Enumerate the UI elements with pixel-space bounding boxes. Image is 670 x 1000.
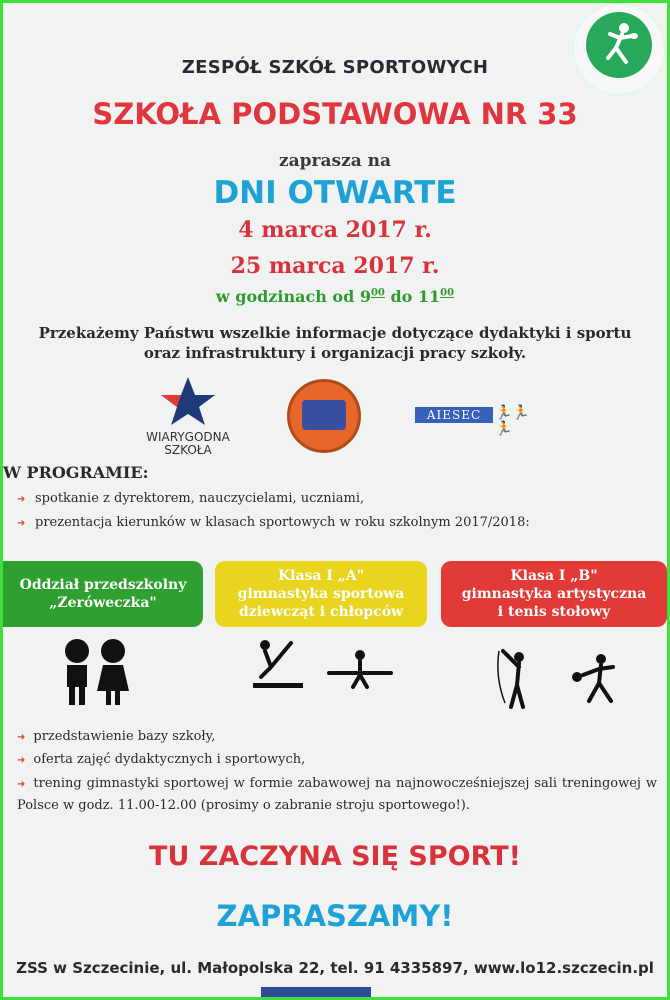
box-class-b-line-2: gimnastyka artystyczna: [461, 586, 647, 602]
footer-logo-strip: [261, 987, 371, 997]
children-icon: [53, 635, 139, 707]
footer-contact: ZSS w Szczecinie, ul. Małopolska 22, tel. 91 4335897, www.lo12.szczecin.pl: [16, 959, 654, 977]
program-item-2: [17, 515, 530, 530]
logo-text-line-1: WIARYGODNA: [146, 430, 230, 444]
star-logo-icon: [158, 375, 218, 427]
program-item-1: [17, 491, 364, 506]
info-line-1: Przekażemy Państwu wszelkie informacje dotyczące dydaktyki i sportu: [38, 324, 632, 342]
program2-item-2: [17, 752, 305, 767]
box-class-b-line-3: i tenis stołowy: [497, 604, 611, 620]
box-preschool: [3, 561, 203, 627]
arrow-bullet-icon: ➜: [17, 494, 26, 505]
aiesec-label: AIESEC: [415, 407, 493, 423]
box-class-b-line-1: Klasa I „B": [510, 568, 598, 584]
gymnast-beam-icon: [251, 633, 309, 693]
school-title: SZKOŁA PODSTAWOWA NR 33: [92, 97, 578, 131]
logo-text-line-2: SZKOŁA: [164, 443, 212, 457]
info-line-2: oraz infrastruktury i organizacji pracy szkoły.: [143, 344, 527, 362]
info-paragraph: [3, 323, 667, 363]
logo-building-icon: [302, 400, 346, 430]
hours-mid: do 11: [384, 287, 441, 306]
hours-sup-start: 00: [370, 287, 385, 299]
box-class-a-line-3: dziewcząt i chłopców: [238, 604, 404, 620]
hours-text: [3, 287, 667, 306]
gymnast-split-icon: [325, 647, 395, 693]
club-badge: [573, 3, 665, 95]
wiarygodna-szkola-logo: [133, 375, 243, 457]
box-preschool-line-2: „Zeróweczka": [49, 595, 157, 611]
rhythmic-gymnast-icon: [493, 647, 533, 711]
training-paragraph: [17, 773, 657, 816]
box-preschool-line-1: Oddział przedszkolny: [19, 577, 187, 593]
invites-text: zaprasza na: [278, 151, 392, 171]
school-group-title: ZESPÓŁ SZKÓŁ SPORTOWYCH: [181, 57, 489, 78]
program-heading: W PROGRAMIE:: [3, 463, 149, 482]
program2-item-1: [17, 729, 215, 744]
hours-prefix: w godzinach od 9: [215, 287, 371, 306]
aiesec-figures-icon: 🏃🏃🏃: [495, 405, 530, 437]
box-class-b: [441, 561, 667, 627]
date-second: 25 marca 2017 r.: [230, 253, 440, 279]
poster: [3, 3, 667, 997]
event-title: DNI OTWARTE: [213, 175, 457, 211]
program2-item-1-text: przedstawienie bazy szkoły,: [33, 729, 216, 744]
table-tennis-icon: [569, 651, 623, 705]
aiesec-logo: [415, 405, 535, 437]
slogan-invite: ZAPRASZAMY!: [216, 899, 454, 933]
program2-item-2-text: oferta zajęć dydaktycznych i sportowych,: [33, 752, 306, 767]
date-first: 4 marca 2017 r.: [238, 217, 432, 243]
box-class-a-line-2: gimnastyka sportowa: [237, 586, 405, 602]
training-text: trening gimnastyki sportowej w formie zabawowej na najnowocześniejszej sali treningowej w Polsce w godz. 11.00-12.00 (prosimy o zabranie stroju sportowego!).: [17, 776, 657, 813]
arrow-bullet-icon: ➜: [17, 732, 26, 743]
arrow-bullet-icon: ➜: [17, 755, 26, 766]
hours-sup-end: 00: [440, 287, 455, 299]
arrow-bullet-icon: ➜: [17, 779, 26, 790]
box-class-a: [215, 561, 427, 627]
program-item-1-text: spotkanie z dyrektorem, nauczycielami, uczniami,: [35, 491, 365, 506]
box-class-a-line-1: Klasa I „A": [277, 568, 365, 584]
arrow-bullet-icon: ➜: [17, 518, 26, 529]
program-item-2-text: prezentacja kierunków w klasach sportowych w roku szkolnym 2017/2018:: [35, 515, 530, 530]
slogan-sport: TU ZACZYNA SIĘ SPORT!: [149, 841, 521, 872]
round-school-logo: [287, 379, 361, 453]
